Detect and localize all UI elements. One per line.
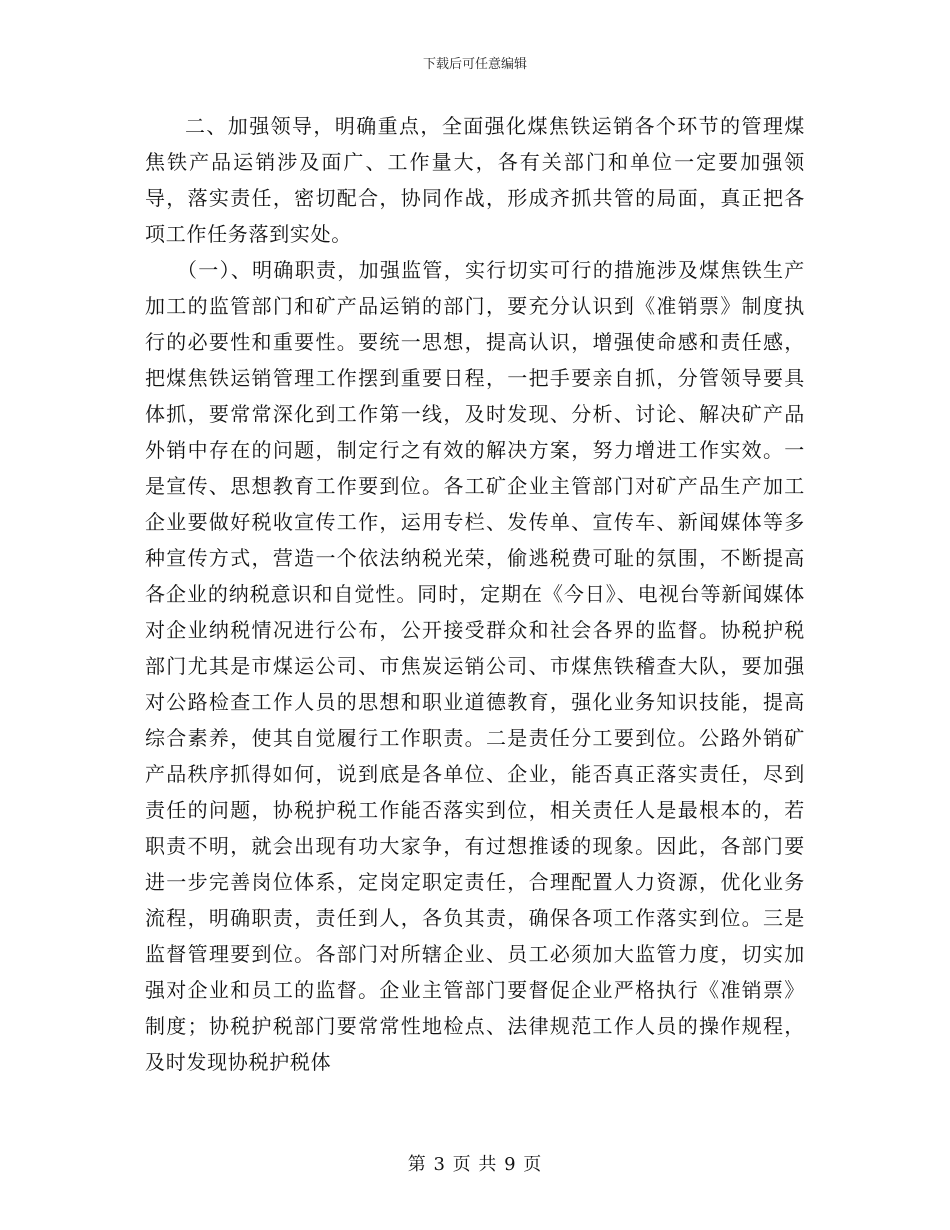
document-body xyxy=(145,108,805,1080)
page-number-footer: 第 3 页 共 9 页 xyxy=(407,1154,543,1175)
page-header-note: 下载后可任意编辑 xyxy=(422,57,527,72)
paragraph-section-two: 二、加强领导，明确重点，全面强化煤焦铁运销各个环节的管理煤焦铁产品运销涉及面广、工作量大，各有关部门和单位一定要加强领导，落实责任，密切配合，协同作战，形成齐抓共管的局面，真正把各项工作任务落到实处。 xyxy=(145,114,805,246)
paragraph-subsection-one: （一）、明确职责，加强监管，实行切实可行的措施涉及煤焦铁生产加工的监管部门和矿产品运销的部门，要充分认识到《准销票》制度执行的必要性和重要性。要统一思想，提高认识，增强使命感和责任感，把煤焦铁运销管理工作摆到重要日程，一把手要亲自抓，分管领导要具体抓，要常常深化到工作第一线，及时发现、分析、讨论、解决矿产品外销中存在的问题，制定行之有效的解决方案，努力增进工作实效。一是宣传、思想教育工作要到位。各工矿企业主管部门对矿产品生产加工企业要做好税收宣传工作，运用专栏、发传单、宣传车、新闻媒体等多种宣传方式，营造一个依法纳税光荣，偷逃税费可耻的氛围，不断提高各企业的纳税意识和自觉性。同时，定期在《今日》、电视台等新闻媒体对企业纳税情况进行公布，公开接受群众和社会各界的监督。协税护税部门尤其是市煤运公司、市焦炭运销公司、市煤焦铁稽查大队，要加强对公路检查工作人员的思想和职业道德教育，强化业务知识技能，提高综合素养，使其自觉履行工作职责。二是责任分工要到位。公路外销矿产品秩序抓得如何，说到底是各单位、企业，能否真正落实责任，尽到责任的问题，协税护税工作能否落实到位，相关责任人是最根本的，若职责不明，就会出现有功大家争，有过想推诿的现象。因此，各部门要进一步完善岗位体系，定岗定职定责任，合理配置人力资源，优化业务流程，明确职责，责任到人，各负其责，确保各项工作落实到位。三是监督管理要到位。各部门对所辖企业、员工必须加大监管力度，切实加强对企业和员工的监督。企业主管部门要督促企业严格执行《准销票》制度；协税护税部门要常常性地检点、法律规范工作人员的操作规程，及时发现协税护税体 xyxy=(145,258,805,1074)
